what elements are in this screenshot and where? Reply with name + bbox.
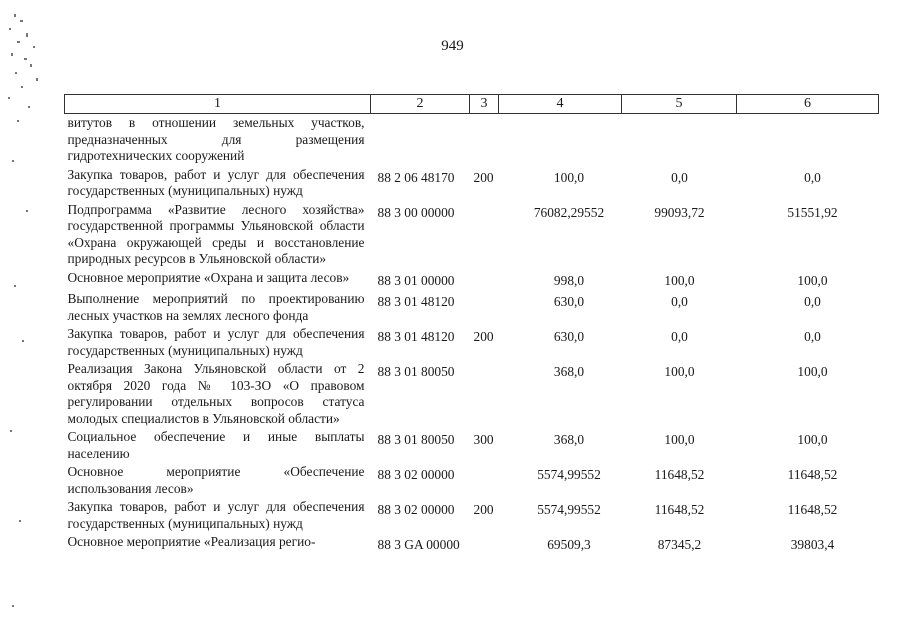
row-value-6: 100,0	[797, 272, 828, 288]
row-value-6: 0,0	[804, 329, 821, 344]
row-type	[470, 360, 499, 428]
row-value-4	[499, 114, 622, 166]
row-type	[470, 533, 499, 555]
row-code: 88 3 GA 00000	[377, 537, 460, 552]
row-code	[371, 114, 470, 166]
row-code: 88 3 01 80050	[377, 432, 455, 447]
column-header: 3	[470, 95, 499, 114]
table-row	[65, 166, 879, 201]
row-name: витутов в отношении земельных участков, предназначенных для размещения гидротехнических сооружений	[67, 115, 365, 163]
row-code: 88 3 01 00000	[377, 272, 455, 288]
row-value-6	[737, 114, 879, 166]
row-type	[470, 269, 499, 291]
scan-artifact-speckle	[0, 0, 60, 640]
row-value-4: 100,0	[553, 169, 585, 185]
row-code: 88 2 06 48170	[377, 169, 455, 185]
row-value-5: 87345,2	[657, 537, 702, 552]
row-name: Подпрограмма «Развитие лесного хозяйства» государственной программы Ульяновской области «Охрана окружающей среды и восстановление природных ресурсов в Ульяновской области»	[67, 201, 365, 266]
row-name: Основное мероприятие «Реализация регио-	[67, 534, 316, 549]
row-code: 88 3 01 80050	[377, 364, 455, 379]
column-header: 2	[371, 95, 470, 114]
row-value-5: 0,0	[671, 329, 688, 344]
row-type: 300	[473, 432, 494, 447]
row-value-4: 368,0	[553, 364, 585, 379]
row-name: Закупка товаров, работ и услуг для обеспечения государственных (муниципальных) нужд	[67, 166, 365, 198]
row-code: 88 3 00 00000	[377, 204, 455, 220]
table-row	[65, 290, 879, 325]
row-value-4: 630,0	[553, 294, 585, 309]
table-header-row	[65, 95, 879, 114]
row-value-5: 11648,52	[654, 467, 705, 482]
row-name: Социальное обеспечение и иные выплаты населению	[67, 429, 365, 461]
row-type	[470, 201, 499, 269]
row-type: 200	[473, 329, 494, 344]
row-value-5: 0,0	[671, 294, 688, 309]
row-value-6: 0,0	[804, 294, 821, 309]
table-row	[65, 201, 879, 269]
table-row	[65, 533, 879, 555]
row-code: 88 3 02 00000	[377, 502, 455, 517]
row-value-6: 0,0	[804, 169, 821, 185]
row-value-4: 76082,29552	[533, 204, 605, 220]
row-value-4: 998,0	[553, 272, 585, 288]
row-value-5	[622, 114, 737, 166]
table-row	[65, 360, 879, 428]
row-value-5: 100,0	[664, 364, 695, 379]
row-code: 88 3 02 00000	[377, 467, 455, 482]
row-type: 200	[473, 502, 494, 517]
row-value-5: 0,0	[671, 169, 688, 185]
table-row	[65, 428, 879, 463]
row-value-5: 100,0	[664, 272, 695, 288]
row-name: Закупка товаров, работ и услуг для обеспечения государственных (муниципальных) нужд	[67, 499, 365, 531]
row-value-5: 100,0	[664, 432, 695, 447]
row-value-5: 11648,52	[654, 502, 705, 517]
row-name: Основное мероприятие «Обеспечение использования лесов»	[67, 464, 365, 496]
column-header: 6	[737, 95, 879, 114]
row-value-4: 5574,99552	[537, 502, 601, 517]
column-header: 4	[499, 95, 622, 114]
row-value-6: 100,0	[797, 432, 828, 447]
table-row	[65, 463, 879, 498]
row-value-4: 5574,99552	[537, 467, 601, 482]
row-value-6: 11648,52	[787, 467, 838, 482]
budget-table	[64, 94, 879, 555]
row-code: 88 3 01 48120	[377, 329, 455, 344]
row-name: Реализация Закона Ульяновской области от 2 октября 2020 года № 103-ЗО «О правовом регулировании отдельных вопросов статуса молодых специалистов в Ульяновской области»	[67, 361, 365, 426]
page-number: 949	[441, 38, 464, 54]
table-row	[65, 114, 879, 166]
row-value-6: 51551,92	[787, 204, 838, 220]
column-header: 5	[622, 95, 737, 114]
row-name: Основное мероприятие «Охрана и защита лесов»	[67, 269, 350, 285]
row-value-6: 100,0	[797, 364, 828, 379]
table-row	[65, 498, 879, 533]
row-code: 88 3 01 48120	[377, 294, 455, 309]
table-row	[65, 325, 879, 360]
row-type: 200	[473, 169, 494, 185]
row-value-6: 11648,52	[787, 502, 838, 517]
row-type	[470, 463, 499, 498]
row-name: Выполнение мероприятий по проектированию лесных участков на землях лесного фонда	[67, 291, 365, 323]
table-row	[65, 269, 879, 291]
row-type	[470, 114, 499, 166]
row-value-4: 69509,3	[547, 537, 591, 552]
row-value-5: 99093,72	[654, 204, 705, 220]
row-value-6: 39803,4	[790, 537, 835, 552]
column-header: 1	[65, 95, 371, 114]
row-type	[470, 290, 499, 325]
row-name: Закупка товаров, работ и услуг для обеспечения государственных (муниципальных) нужд	[67, 326, 365, 358]
row-value-4: 630,0	[553, 329, 585, 344]
row-value-4: 368,0	[553, 432, 585, 447]
